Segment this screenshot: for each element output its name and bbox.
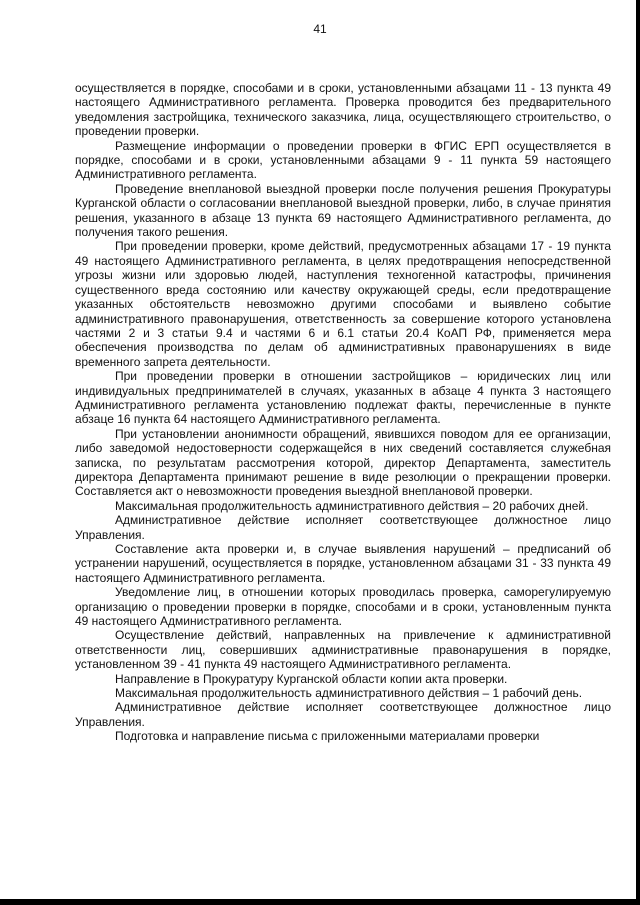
paragraph-14: Административное действие исполняет соответствующее должностное лицо Управления.: [75, 700, 611, 729]
paragraph-9: Составление акта проверки и, в случае выявления нарушений – предписаний об устранении нарушений, осуществляется в порядке, установленном абзацами 31 - 33 пункта 49 настоящего Административного регламента.: [75, 542, 611, 585]
paragraph-12: Направление в Прокуратуру Курганской области копии акта проверки.: [115, 671, 508, 686]
paragraph-3: Проведение внеплановой выездной проверки после получения решения Прокуратуры Курганской области о согласовании внеплановой выездной проверки, либо, в случае принятия решения, указанного в абзаце 13 пункта 69 настоящего Административного регламента, до получения такого решения.: [75, 181, 611, 240]
paragraph-15: Подготовка и направление письма с приложенными материалами проверки: [115, 729, 540, 744]
paragraph-13: Максимальная продолжительность административного действия – 1 рабочий день.: [115, 686, 583, 701]
document-body: [75, 81, 611, 744]
paragraph-4: При проведении проверки, кроме действий, предусмотренных абзацами 17 - 19 пункта 49 настоящего Административного регламента, в целях предотвращения непосредственной угрозы жизни или здоровью людей, наступления техногенной катастрофы, причинения существенного вреда состоянию или качеству окружающей среды, если предотвращение указанных обстоятельств невозможно другими способами и выявлено событие административного правонарушения, ответственность за совершение которого установлена частями 2 и 3 статьи 9.4 и частями 6 и 6.1 статьи 20.4 КоАП РФ, применяется мера обеспечения производства по делам об административных правонарушениях в виде временного запрета деятельности.: [75, 239, 611, 369]
page-number: 41: [313, 22, 327, 36]
paragraph-7: Максимальная продолжительность административного действия – 20 рабочих дней.: [115, 498, 589, 513]
paragraph-1: осуществляется в порядке, способами и в сроки, установленными абзацами 11 - 13 пункта 49 настоящего Административного регламента. Проверка проводится без предварительного уведомления застройщика, технического заказчика, лица, осуществляющего строительство, о проведении проверки.: [75, 81, 611, 139]
paragraph-8: Административное действие исполняет соответствующее должностное лицо Управления.: [75, 513, 611, 542]
paragraph-11: Осуществление действий, направленных на привлечение к административной ответственности лиц, совершивших административные правонарушения в порядке, установленном 39 - 41 пункта 49 настоящего Административного регламента.: [75, 628, 611, 672]
paragraph-5: При проведении проверки в отношении застройщиков – юридических лиц или индивидуальных предпринимателей в случаях, указанных в абзаце 4 пункта 3 настоящего Административного регламента установлению подлежат факты, перечисленные в пункте абзаце 16 пункта 64 настоящего Административного регламента.: [75, 369, 611, 427]
scan-edge-right: [636, 0, 640, 905]
paragraph-10: Уведомление лиц, в отношении которых проводилась проверка, саморегулируемую организацию о проведении проверки в порядке, способами и в сроки, установленным пункта 49 настоящего Административного регламента.: [75, 585, 611, 629]
paragraph-6: При установлении анонимности обращений, явившихся поводом для ее организации, либо заведомой недостоверности содержащейся в них сведений составляется служебная записка, по результатам рассмотрения которой, директор Департамента, заместитель директора Департамента принимают решение в виде резолюции о прекращении проверки. Составляется акт о невозможности проведения выездной внеплановой проверки.: [75, 426, 611, 499]
paragraph-2: Размещение информации о проведении проверки в ФГИС ЕРП осуществляется в порядке, способами и в сроки, установленными абзацами 9 - 11 пункта 59 настоящего Административного регламента.: [75, 138, 611, 182]
scan-edge-bottom: [0, 899, 640, 905]
